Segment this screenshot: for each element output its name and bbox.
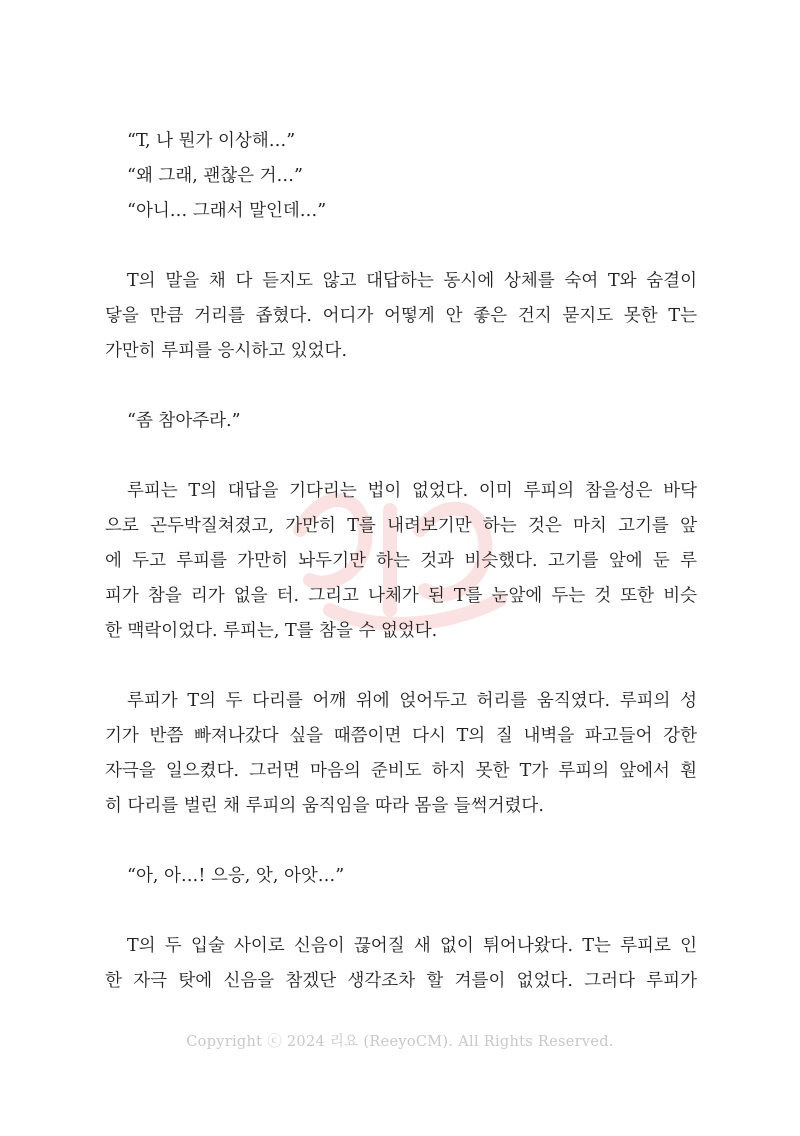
copyright-footer: Copyright ⓒ 2024 리요 (ReeyoCM). All Rights Reserved. [186,1034,614,1050]
paragraph [105,124,697,229]
text-line: T의 말을 채 다 듣지도 않고 대답하는 동시에 상체를 숙여 T와 숨결이 [127,271,697,291]
paragraph-gap [105,439,697,474]
dialogue-line: “왜 그래, 괜찮은 거…” [127,166,303,186]
text-line: 한 맥락이었다. 루피는, T를 참을 수 없었다. [105,621,438,641]
text-line: 에 두고 루피를 가만히 놔두기만 하는 것과 비슷했다. 고기를 앞에 둔 루 [105,551,697,571]
paragraph-gap [105,649,697,684]
paragraph-gap [105,894,697,929]
paragraph [105,684,697,824]
text-line: 루피가 T의 두 다리를 어깨 위에 얹어두고 허리를 움직였다. 루피의 성 [127,691,697,711]
text-line: 히 다리를 벌린 채 루피의 움직임을 따라 몸을 들썩거렸다. [105,796,544,816]
text-line: 으로 곤두박질쳐졌고, 가만히 T를 내려보기만 하는 것은 마치 고기를 앞 [105,516,697,536]
dialogue-line: “좀 참아주라.” [127,411,241,431]
paragraph [105,859,697,894]
text-line: 자극을 일으켰다. 그러면 마음의 준비도 하지 못한 T가 루피의 앞에서 훤 [105,761,697,781]
dialogue-line: “아, 아…! 으응, 앗, 아앗…” [127,866,345,886]
text-line: 기가 반쯤 빠져나갔다 싶을 때쯤이면 다시 T의 질 내벽을 파고들어 강한 [105,726,697,746]
paragraph-gap [105,824,697,859]
paragraph [105,404,697,439]
text-line: 한 자극 탓에 신음을 참겠단 생각조차 할 겨를이 없었다. 그러다 루피가 [105,971,697,991]
paragraph-gap [105,369,697,404]
paragraph [105,929,697,999]
dialogue-line: “T, 나 뭔가 이상해…” [127,131,296,151]
paragraph [105,474,697,649]
text-line: 닿을 만큼 거리를 좁혔다. 어디가 어떻게 안 좋은 건지 묻지도 못한 T는 [105,306,697,326]
paragraph-gap [105,229,697,264]
text-line: 가만히 루피를 응시하고 있었다. [105,341,348,361]
text-line: T의 두 입술 사이로 신음이 끊어질 새 없이 튀어나왔다. T는 루피로 인 [127,936,697,956]
story-text [105,124,697,999]
paragraph [105,264,697,369]
text-line: 피가 참을 리가 없을 터. 그리고 나체가 된 T를 눈앞에 두는 것 또한 비슷 [105,586,697,606]
dialogue-line: “아니… 그래서 말인데…” [127,201,327,221]
text-line: 루피는 T의 대답을 기다리는 법이 없었다. 이미 루피의 참을성은 바닥 [127,481,697,501]
